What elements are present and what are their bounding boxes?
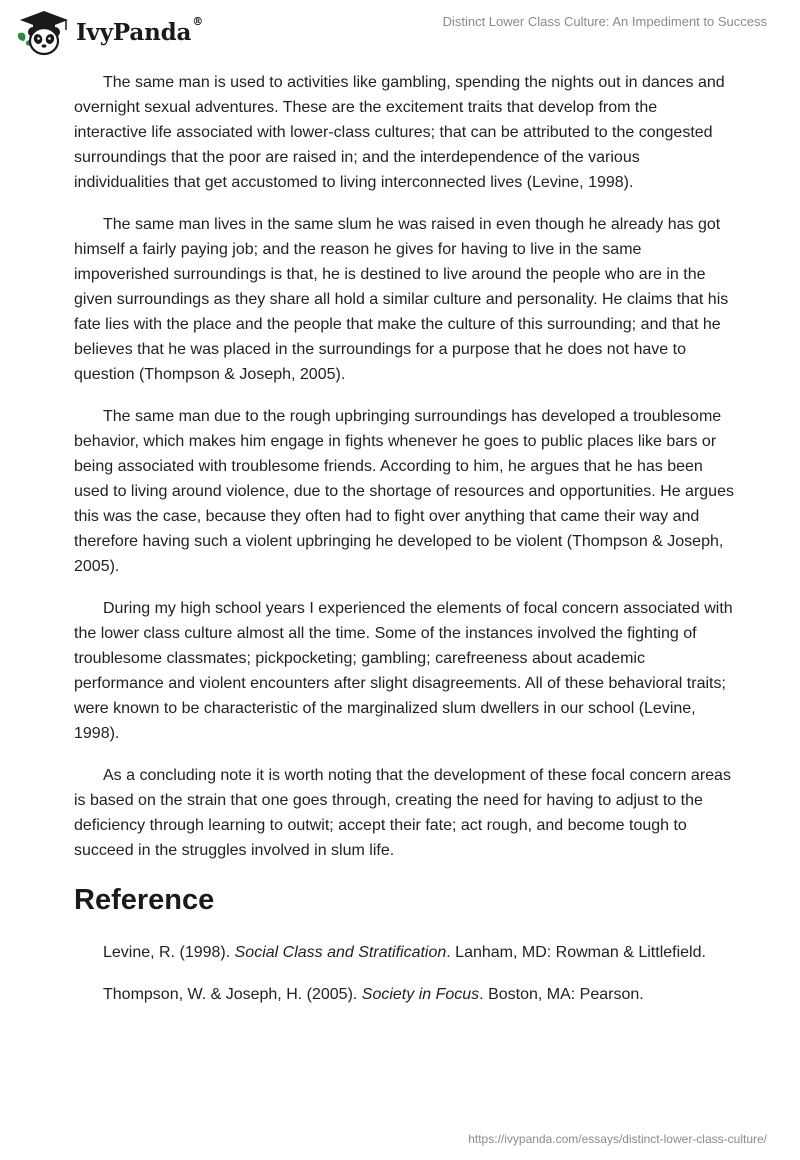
body-paragraph: The same man due to the rough upbringing surroundings has developed a troublesome behavior, which makes him engage in fights whenever he goes to public places like bars or being associated with troublesome friends. According to him, he argues that he has been used to living around violence, due to the shortage of resources and opportunities. He argues this was the case, because they often had to fight over anything that came their way and therefore having such a violent upbringing he developed to be violent (Thompson & Joseph, 2005). [74, 408, 734, 575]
document-title: Distinct Lower Class Culture: An Impediment to Success [442, 14, 767, 29]
body-paragraph: The same man is used to activities like gambling, spending the nights out in dances and overnight sexual adventures. These are the excitement traits that develop from the interactive life associated with lower-class cultures; that can be attributed to the congested surroundings that the poor are raised in; and the interdependence of the various individualities that get accustomed to living interconnected lives (Levine, 1998). [74, 74, 725, 191]
reference-item: Levine, R. (1998). Social Class and Stratification. Lanham, MD: Rowman & Littlefield. [103, 944, 706, 961]
source-url[interactable]: https://ivypanda.com/essays/distinct-lower-class-culture/ [468, 1132, 767, 1146]
reference-title: Social Class and Stratification [234, 944, 447, 961]
reference-item: Thompson, W. & Joseph, H. (2005). Society in Focus. Boston, MA: Pearson. [103, 986, 644, 1003]
panda-logo-icon [14, 8, 72, 56]
body-paragraph: The same man lives in the same slum he was raised in even though he already has got himself a fairly paying job; and the reason he gives for having to live in the same impoverished surroundings is that, he is destined to live around the people who are in the given surroundings as they share all hold a similar culture and personality. He claims that his fate lies with the place and the people that make the culture of this surrounding; and that he believes that he was placed in the surroundings for a purpose that he does not have to question (Thompson & Joseph, 2005). [74, 216, 729, 383]
logo[interactable] [14, 8, 203, 56]
reference-title: Society in Focus [361, 986, 480, 1003]
body-paragraph: During my high school years I experienced the elements of focal concern associated with the lower class culture almost all the time. Some of the instances involved the fighting of troublesome classmates; pickpocketing; gambling; carefreeness about academic performance and violent encounters after slight disagreements. All of these behavioral traits; were known to be characteristic of the marginalized slum dwellers in our school (Levine, 1998). [74, 600, 733, 742]
references-heading: Reference [74, 884, 215, 916]
logo-text: IvyPanda® [76, 14, 203, 46]
page-header [0, 0, 800, 60]
body-paragraph: As a concluding note it is worth noting that the development of these focal concern areas is based on the strain that one goes through, creating the need for having to adjust to the deficiency through learning to outwit; accept their fate; act rough, and become tough to succeed in the struggles involved in slum life. [74, 767, 731, 859]
essay-content [74, 70, 734, 1024]
